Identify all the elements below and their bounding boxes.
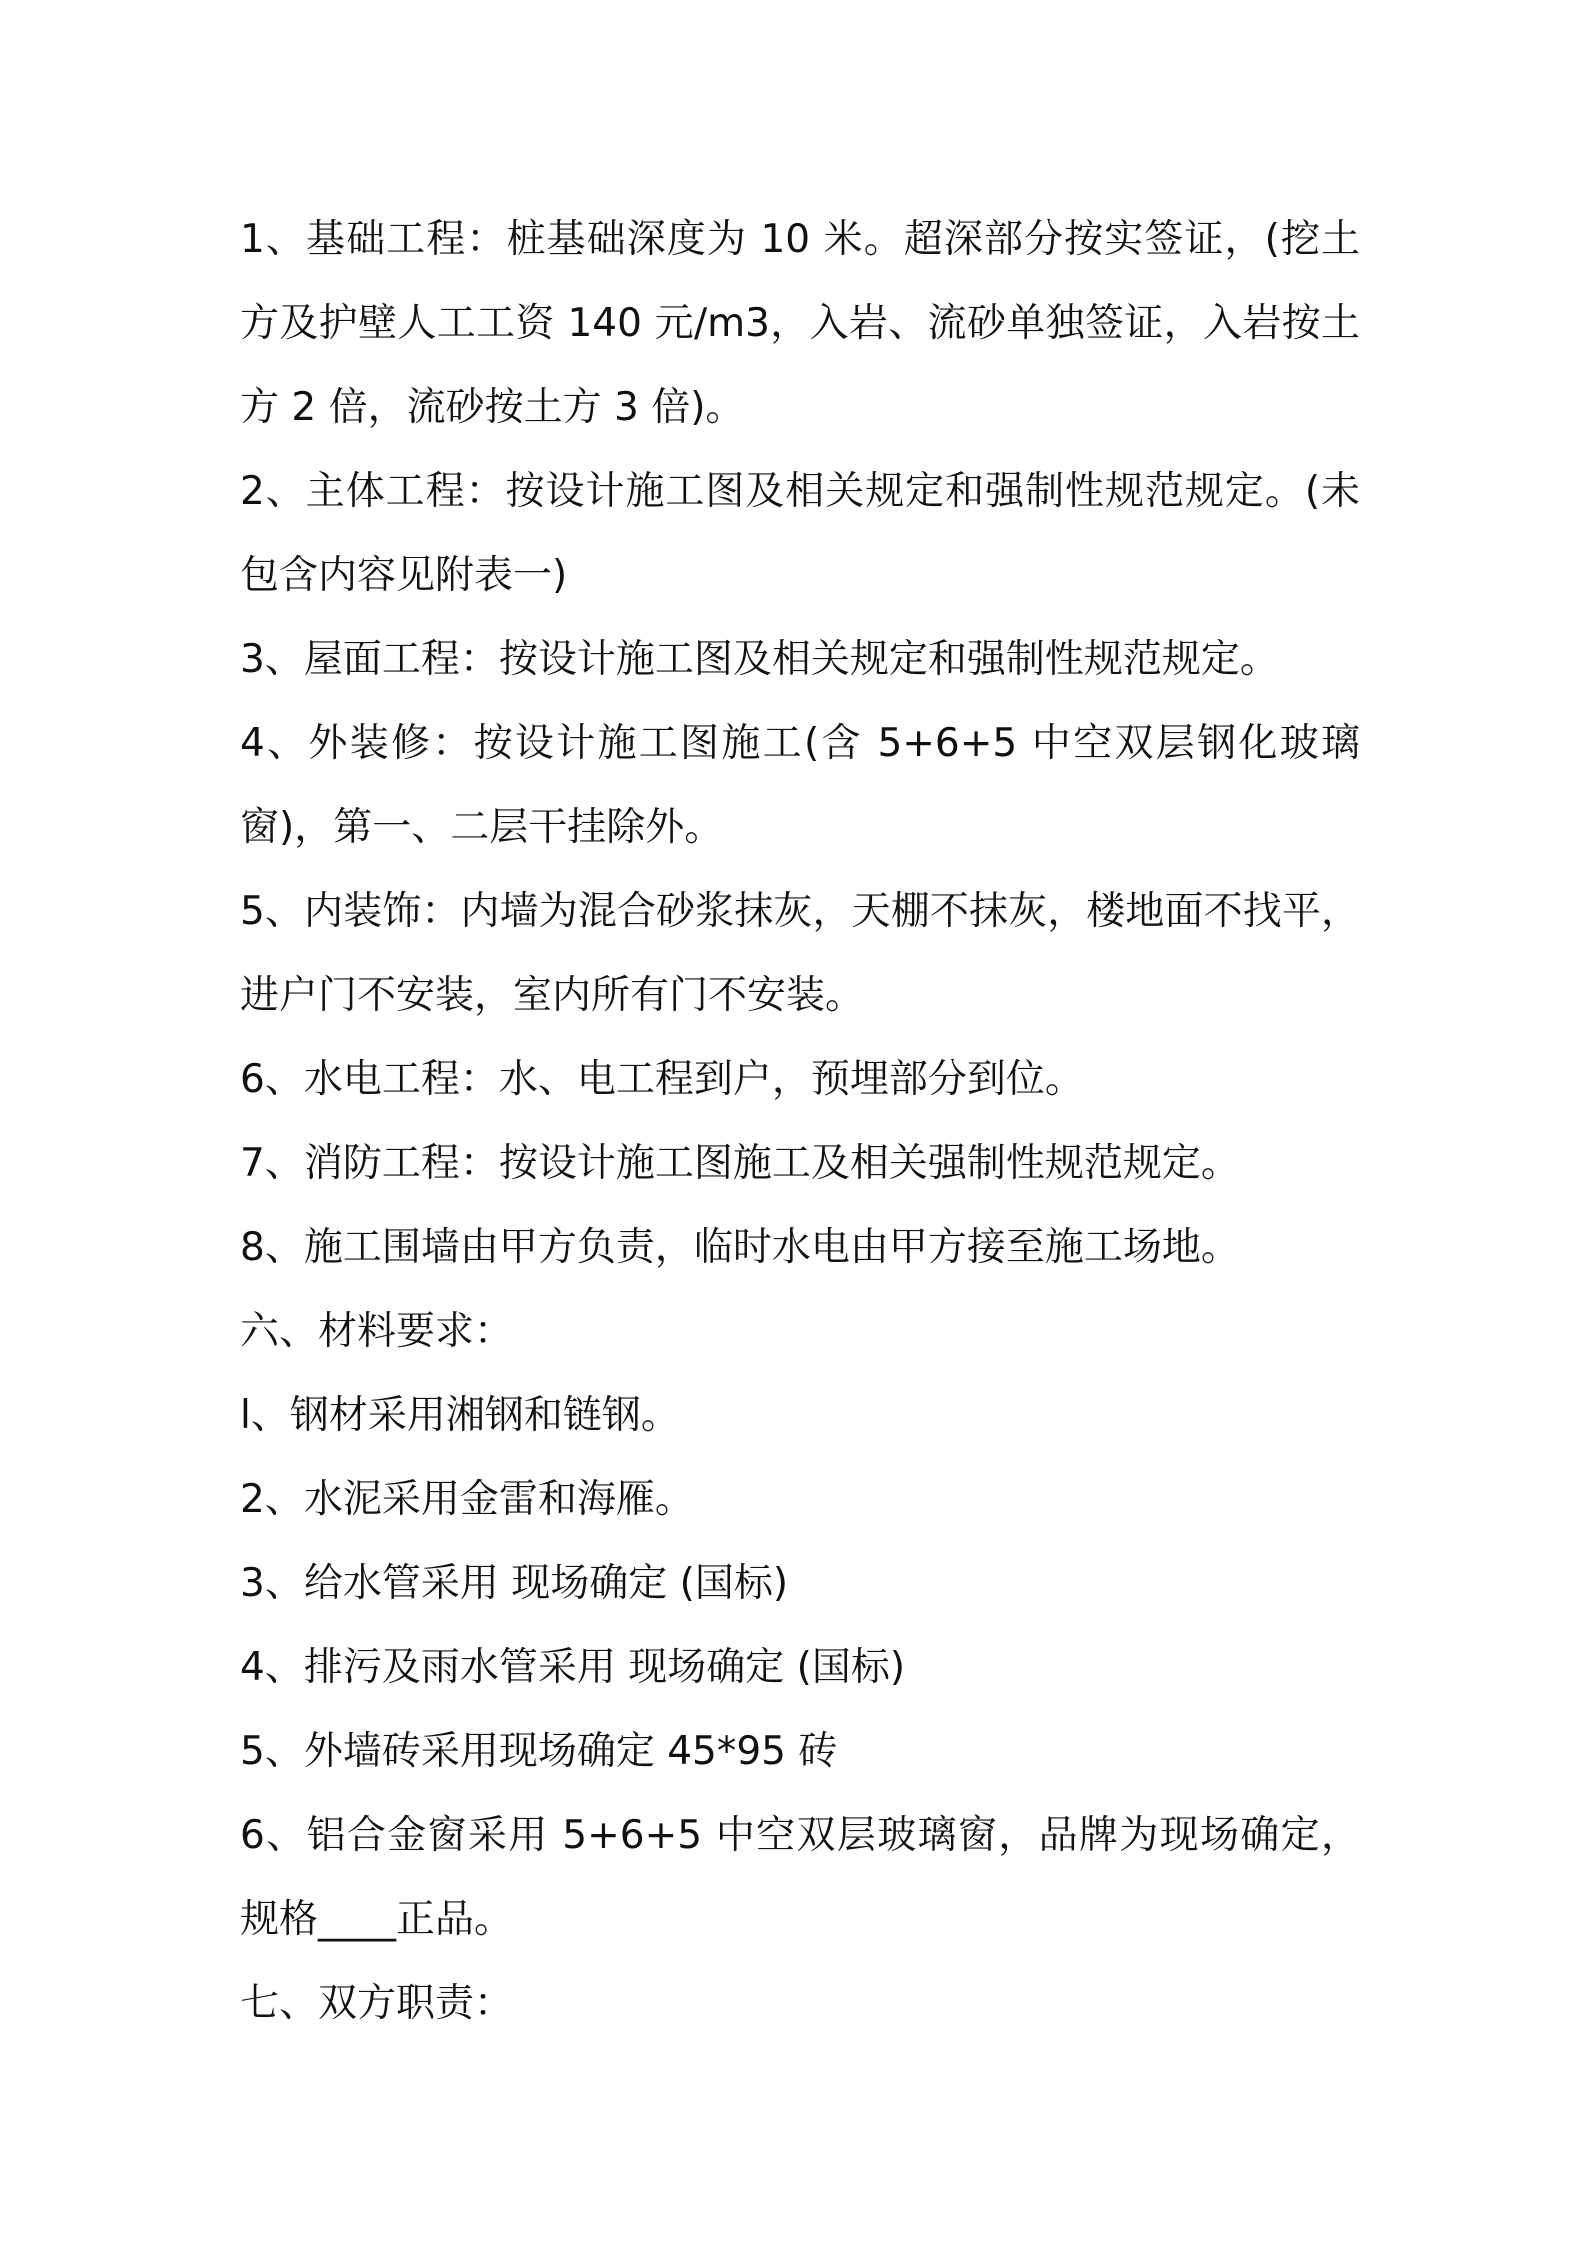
paragraph-window: 6、铝合金窗采用 5+6+5 中空双层玻璃窗，品牌为现场确定，规格____正品。	[240, 1813, 1360, 1942]
paragraph-water-electric: 6、水电工程：水、电工程到户，预埋部分到位。	[240, 1057, 1084, 1102]
paragraph-water-pipe: 3、给水管采用 现场确定 (国标)	[240, 1561, 789, 1606]
paragraph-wall-tile: 5、外墙砖采用现场确定 45*95 砖	[240, 1729, 838, 1774]
paragraph-main-structure: 2、主体工程：按设计施工图及相关规定和强制性规范规定。(未包含内容见附表一)	[240, 469, 1360, 598]
paragraph-drain-pipe: 4、排污及雨水管采用 现场确定 (国标)	[240, 1645, 906, 1690]
paragraph-interior-finish: 5、内装饰：内墙为混合砂浆抹灰，天棚不抹灰，楼地面不找平，进户门不安装，室内所有门不安装。	[240, 889, 1360, 1018]
section-heading-materials: 六、材料要求：	[240, 1309, 514, 1354]
document-body	[240, 198, 1360, 2046]
paragraph-exterior-finish: 4、外装修：按设计施工图施工(含 5+6+5 中空双层钢化玻璃窗)，第一、二层干挂除外。	[240, 721, 1360, 850]
section-heading-duties: 七、双方职责：	[240, 1981, 514, 2026]
paragraph-site-wall: 8、施工围墙由甲方负责，临时水电由甲方接至施工场地。	[240, 1225, 1240, 1270]
paragraph-cement: 2、水泥采用金雷和海雁。	[240, 1477, 694, 1522]
paragraph-roofing: 3、屋面工程：按设计施工图及相关规定和强制性规范规定。	[240, 637, 1279, 682]
paragraph-foundation: 1、基础工程：桩基础深度为 10 米。超深部分按实签证，(挖土方及护壁人工工资 140 元/m3，入岩、流砂单独签证，入岩按土方 2 倍，流砂按土方 3 倍)。	[240, 217, 1360, 430]
paragraph-fire-protection: 7、消防工程：按设计施工图施工及相关强制性规范规定。	[240, 1141, 1240, 1186]
paragraph-steel: l、钢材采用湘钢和链钢。	[240, 1393, 680, 1438]
